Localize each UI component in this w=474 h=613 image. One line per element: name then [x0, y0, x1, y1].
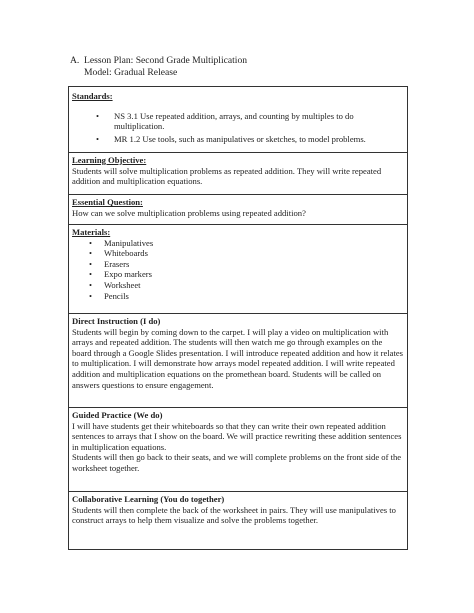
- objective-section: [69, 153, 407, 195]
- materials-item: • Worksheet: [89, 280, 404, 291]
- document-header: [70, 55, 247, 79]
- materials-list: [72, 238, 404, 302]
- guided-practice-title: Guided Practice (We do): [72, 410, 163, 420]
- materials-item: • Pencils: [89, 291, 404, 302]
- guided-practice-section: [69, 408, 407, 492]
- direct-instruction-title: Direct Instruction (I do): [72, 316, 161, 326]
- materials-section: [69, 225, 407, 314]
- objective-text: Students will solve multiplication problems as repeated addition. They will write repeated addition and multiplication equations.: [72, 165, 382, 187]
- materials-item: • Manipulatives: [89, 238, 404, 249]
- standards-item: • MR 1.2 Use tools, such as manipulatives or sketches, to model problems.: [96, 134, 404, 145]
- materials-item: • Erasers: [89, 259, 404, 270]
- question-text: How can we solve multiplication problems using repeated addition?: [72, 207, 306, 218]
- direct-instruction-section: [69, 314, 407, 408]
- materials-title: Materials:: [72, 227, 111, 237]
- materials-item: • Expo markers: [89, 269, 404, 280]
- guided-practice-text: I will have students get their whiteboards so that they can write their own repeated addition sentences to arrays that I show on the board. We will practice rewriting these addition sentences in multiplication equations.: [72, 420, 402, 452]
- lesson-model: Model: Gradual Release: [84, 67, 178, 78]
- question-section: [69, 195, 407, 225]
- standards-list: [72, 111, 404, 145]
- collaborative-learning-section: [69, 492, 407, 550]
- list-marker: A.: [70, 55, 80, 66]
- guided-practice-text: Students will then go back to their seats, and we will complete problems on the front side of the worksheet together.: [72, 452, 402, 473]
- collaborative-learning-text: Students will then complete the back of the worksheet in pairs. They will use manipulatives to construct arrays to help them visualize and solve the problems together.: [72, 504, 396, 526]
- lesson-plan-table: [68, 86, 408, 550]
- question-title: Essential Question:: [72, 197, 143, 207]
- standards-title: Standards:: [72, 91, 113, 101]
- objective-title: Learning Objective:: [72, 155, 147, 165]
- direct-instruction-text: Students will begin by coming down to the carpet. I will play a video on multiplication with arrays and repeated addition. The students will then watch me go through examples on the board through a Google Slides presentation. I will introduce repeated addition and how it relates to multiplication. I will demonstrate how arrays model repeated addition. I will write repeated addition and multiplication equations on the promethean board. Students will be called on answers questions to ensure engagement.: [72, 326, 404, 390]
- lesson-title: Lesson Plan: Second Grade Multiplication: [84, 55, 248, 66]
- standards-section: [69, 87, 407, 153]
- collaborative-learning-title: Collaborative Learning (You do together): [72, 494, 225, 504]
- materials-item: • Whiteboards: [89, 248, 404, 259]
- standards-item: • NS 3.1 Use repeated addition, arrays, and counting by multiples to do multiplication.: [96, 111, 404, 132]
